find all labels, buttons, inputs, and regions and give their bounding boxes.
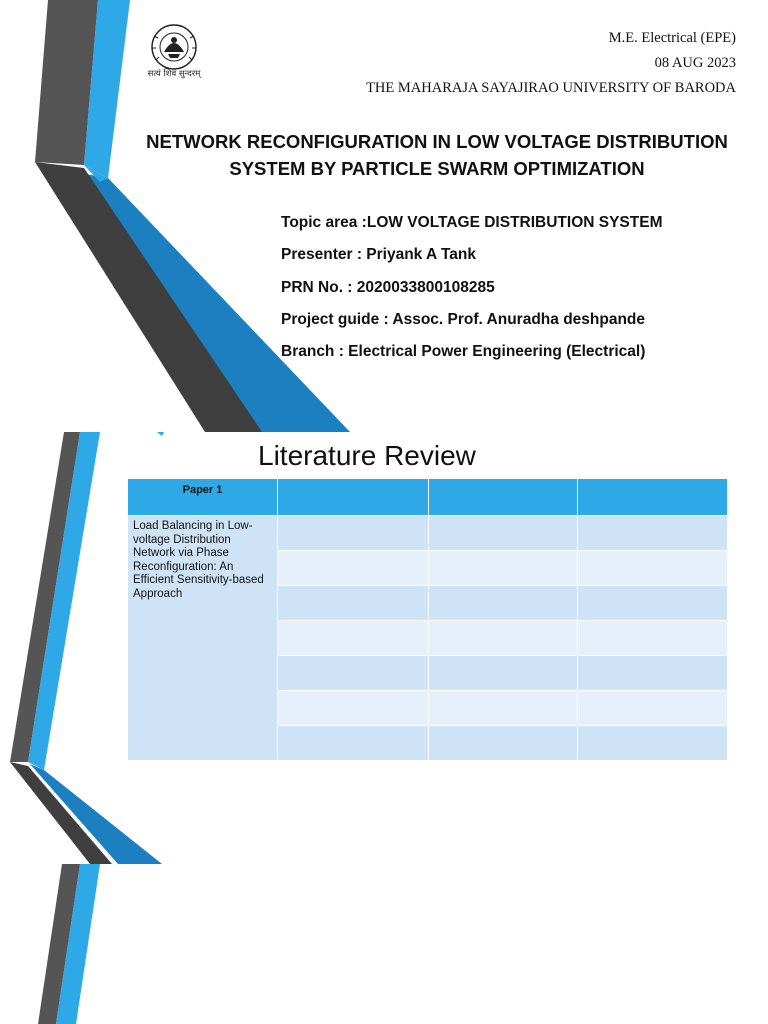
- ribbon-corner-tip: [157, 432, 164, 436]
- table-cell: [278, 691, 429, 726]
- table-header-cell: [278, 479, 429, 516]
- table-cell: [429, 656, 578, 691]
- table-header-row: [128, 479, 728, 516]
- side-ribbon-decoration: [0, 864, 768, 1024]
- table-cell: [578, 621, 728, 656]
- title-slide: [0, 0, 768, 432]
- logo-motto: सत्यं शिवं सुन्दरम्: [147, 69, 201, 79]
- table-cell: [429, 551, 578, 586]
- table-cell: [578, 516, 728, 551]
- table-cell: [429, 691, 578, 726]
- table-cell: [278, 551, 429, 586]
- table-cell: [429, 586, 578, 621]
- degree-text: M.E. Electrical (EPE): [608, 30, 736, 46]
- table-cell: [578, 551, 728, 586]
- paper-description-cell: [128, 516, 278, 761]
- presentation-title: [110, 128, 764, 182]
- title-line-1: NETWORK RECONFIGURATION IN LOW VOLTAGE DISTRIBUTION: [146, 131, 728, 152]
- next-slide-partial: [0, 864, 768, 1024]
- table-cell: [429, 726, 578, 761]
- table-cell: [578, 726, 728, 761]
- table-cell: [278, 656, 429, 691]
- table-cell: [278, 516, 429, 551]
- table-cell: [278, 621, 429, 656]
- title-line-2: SYSTEM BY PARTICLE SWARM OPTIMIZATION: [229, 158, 645, 179]
- table-cell: [429, 621, 578, 656]
- university-name: THE MAHARAJA SAYAJIRAO UNIVERSITY OF BARODA: [366, 80, 736, 96]
- table-cell: [578, 691, 728, 726]
- table-cell: [578, 586, 728, 621]
- prn-number: PRN No. : 2020033800108285: [281, 279, 495, 296]
- branch: Branch : Electrical Power Engineering (Electrical): [281, 343, 646, 360]
- topic-area: Topic area :LOW VOLTAGE DISTRIBUTION SYSTEM: [281, 214, 663, 231]
- table-cell: [278, 726, 429, 761]
- date-text: 08 AUG 2023: [654, 55, 736, 71]
- university-logo: [132, 22, 216, 84]
- project-guide: Project guide : Assoc. Prof. Anuradha deshpande: [281, 311, 646, 328]
- paper-description: Load Balancing in Low-voltage Distribution Network via Phase Reconfiguration: An Efficient Sensitivity-based Approach: [133, 520, 264, 600]
- slide-title: Literature Review: [258, 440, 476, 471]
- table-cell: [429, 516, 578, 551]
- ribbon-gray-bottom: [35, 162, 262, 432]
- table-header-cell: [429, 479, 578, 516]
- table-cell: [278, 586, 429, 621]
- table-header-cell: Paper 1: [128, 479, 278, 516]
- literature-table: [127, 478, 728, 761]
- table-row: [128, 516, 728, 551]
- literature-review-slide: [0, 432, 768, 864]
- table-cell: [578, 656, 728, 691]
- presenter: Presenter : Priyank A Tank: [281, 246, 476, 263]
- table-header-cell: [578, 479, 728, 516]
